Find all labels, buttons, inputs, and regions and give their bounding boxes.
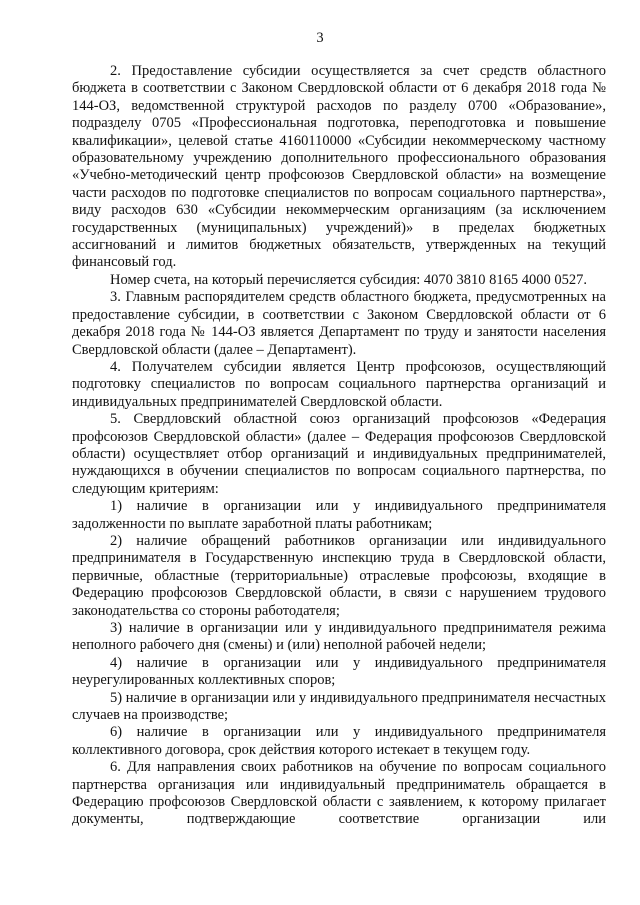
- criterion-6: 6) наличие в организации или у индивидуального предпринимателя коллективного договора, срок действия которого истекает в текущем году.: [72, 724, 606, 758]
- criterion-2: 2) наличие обращений работников организации или индивидуального предпринимателя в Государственную инспекцию труда в Свердловской области, первичные, областные (территориальные) отраслевые профсоюзы, входящие в Федерацию профсоюзов Свердловской области, в связи с нарушением трудового законодательства со стороны работодателя;: [72, 532, 606, 619]
- criterion-5: 5) наличие в организации или у индивидуального предпринимателя несчастных случаев на производстве;: [72, 689, 606, 724]
- paragraph-2-subsidy-source: 2. Предоставление субсидии осуществляется за счет средств областного бюджета в соответствии с Законом Свердловской области от 6 декабря 2018 года № 144-ОЗ, ведомственной структурой расходов по разделу 0700 «Образование», подразделу 0705 «Профессиональная подготовка, переподготовка и повышение квалификации», целевой статье 4160110000 «Субсидии некоммерческому частному образовательному учреждению дополнительного профессионального образования «Учебно-методический центр профсоюзов Свердловской области» на возмещение части расходов по подготовке специалистов по вопросам социального партнерства», виду расходов 630 «Субсидии некоммерческим организациям (за исключением государственных (муниципальных) учреждений)» в пределах бюджетных ассигнований и лимитов бюджетных обязательств, утвержденных на текущий финансовый год.: [72, 63, 606, 271]
- paragraph-5-selection: 5. Свердловский областной союз организаций профсоюзов «Федерация профсоюзов Свердловской области» (далее – Федерация профсоюзов Свердловской области) осуществляет отбор организаций и индивидуальных предпринимателей, нуждающихся в обучении специалистов по вопросам социального партнерства, по следующим критериям:: [72, 411, 606, 497]
- paragraph-6-application: 6. Для направления своих работников на обучение по вопросам социального партнерства организация или индивидуальный предприниматель обращается в Федерацию профсоюзов Свердловской области с заявлением, к которому прилагает документы, подтверждающие соответствие организации или: [72, 759, 606, 828]
- criterion-4: 4) наличие в организации или у индивидуального предпринимателя неурегулированных коллективных споров;: [72, 654, 606, 689]
- criterion-3: 3) наличие в организации или у индивидуального предпринимателя режима неполного рабочего дня (смены) и (или) неполной рабочей недели;: [72, 620, 606, 654]
- criterion-1: 1) наличие в организации или у индивидуального предпринимателя задолженности по выплате заработной платы работникам;: [72, 498, 606, 532]
- paragraph-account-number: Номер счета, на который перечисляется субсидия: 4070 3810 8165 4000 0527.: [110, 271, 588, 288]
- document-body: [72, 63, 606, 829]
- paragraph-4-recipient: 4. Получателем субсидии является Центр профсоюзов, осуществляющий подготовку специалистов по вопросам социального партнерства организаций и индивидуальных предпринимателей Свердловской области.: [72, 358, 606, 410]
- paragraph-3-main-administrator: 3. Главным распорядителем средств областного бюджета, предусмотренных на предоставление субсидии, в соответствии с Законом Свердловской области от 6 декабря 2018 года № 144-ОЗ является Департамент по труду и занятости населения Свердловской области (далее – Департамент).: [72, 289, 606, 358]
- page-number: 3: [316, 30, 324, 46]
